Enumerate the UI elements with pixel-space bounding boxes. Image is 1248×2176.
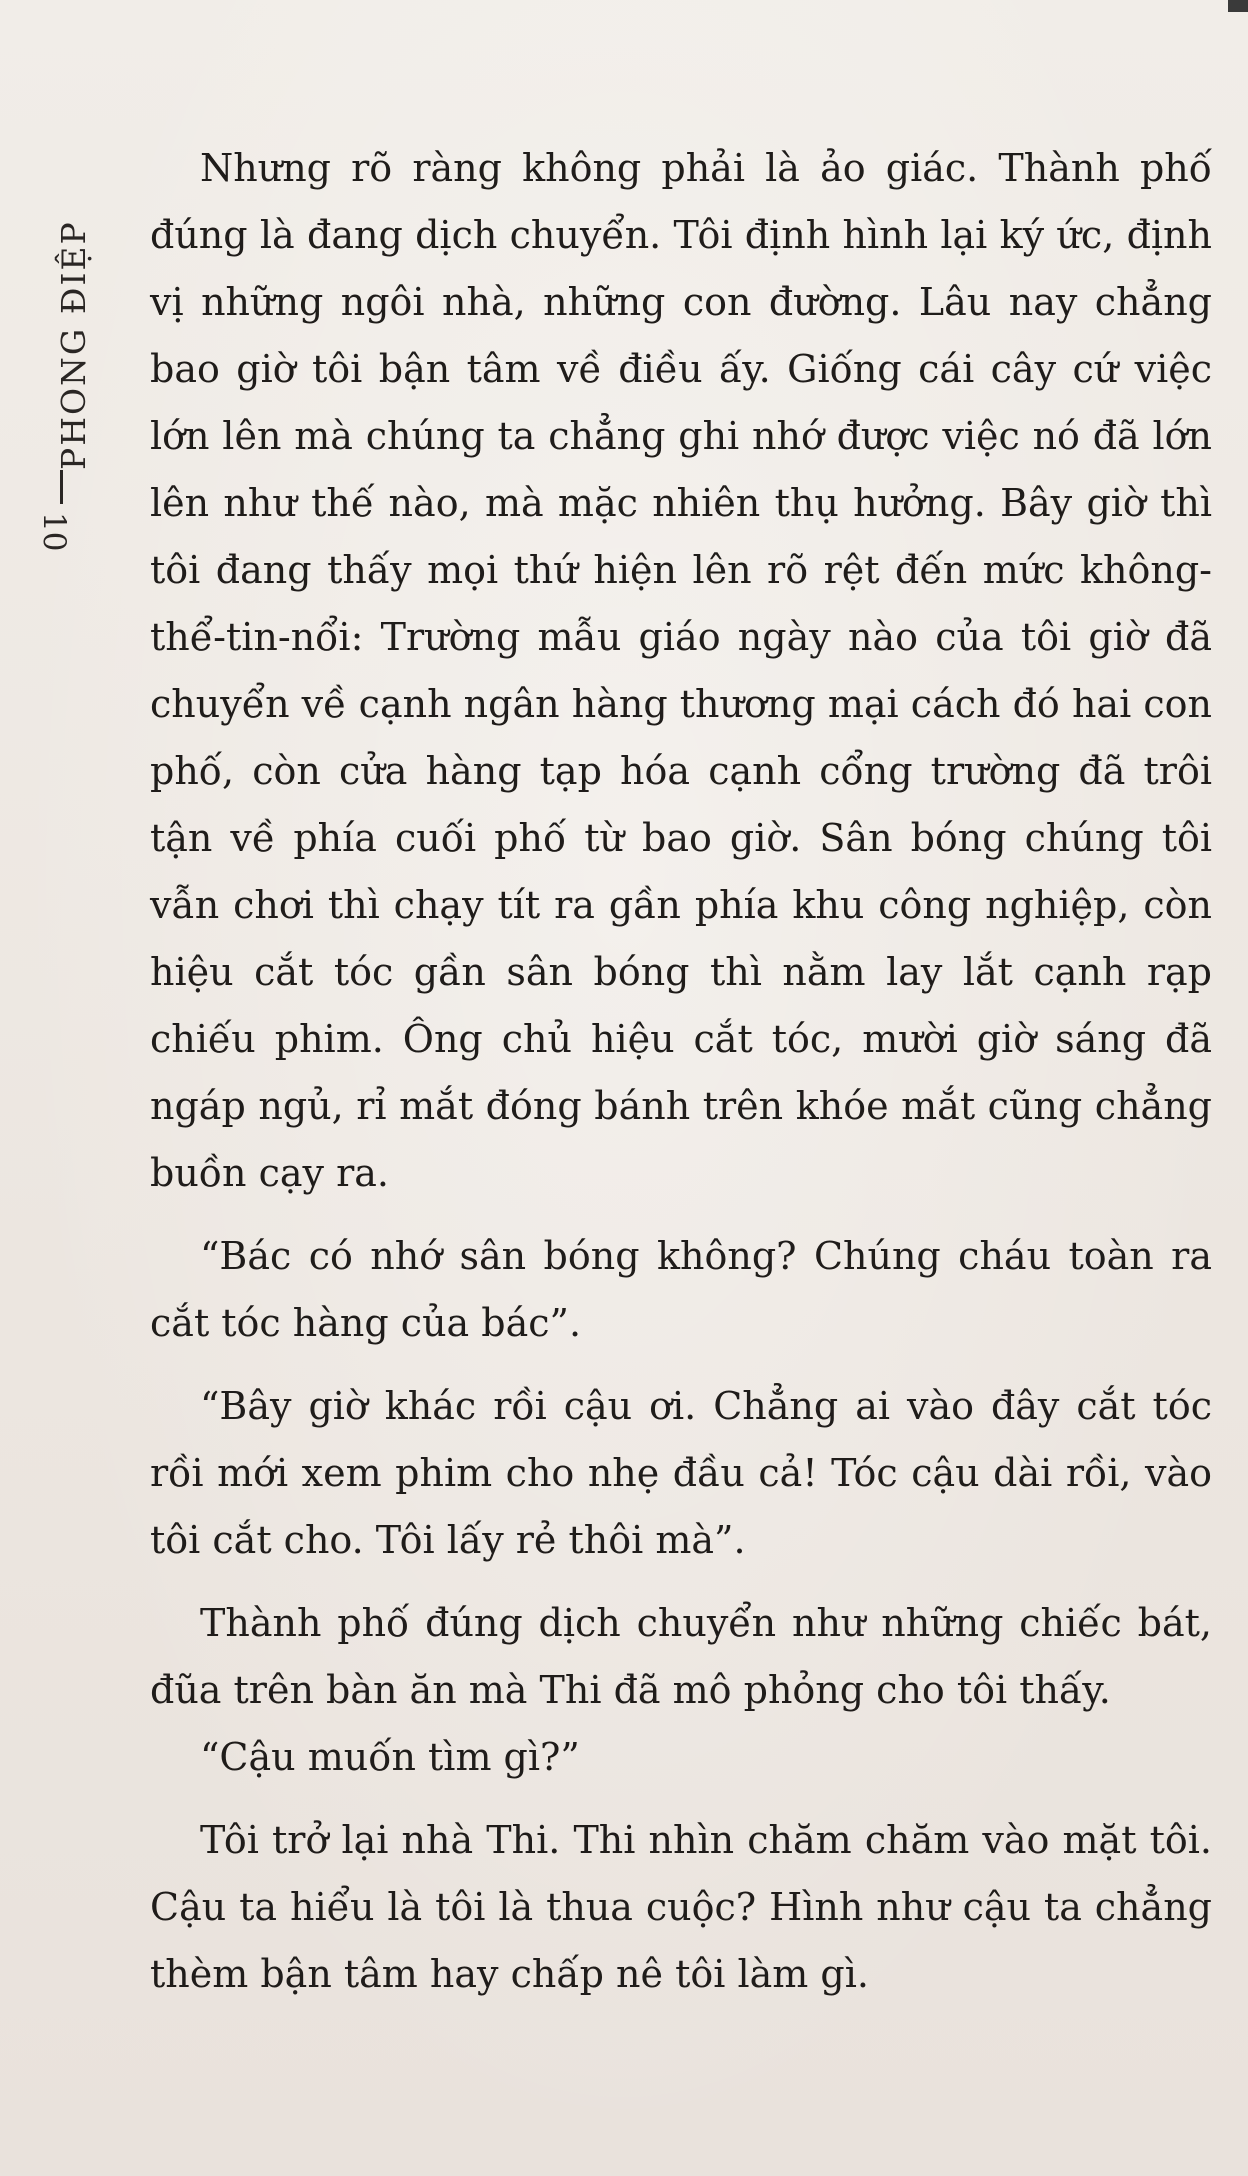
page-number: 10 — [36, 512, 72, 552]
paragraph-3: “Bây giờ khác rồi cậu ơi. Chẳng ai vào đây cắt tóc rồi mới xem phim cho nhẹ đầu cả! Tóc cậu dài rồi, vào tôi cắt cho. Tôi lấy rẻ thôi mà”. — [150, 1384, 1212, 1562]
paragraph-5: “Cậu muốn tìm gì?” — [200, 1735, 580, 1779]
paragraph-4: Thành phố đúng dịch chuyển như những chiếc bát, đũa trên bàn ăn mà Thi đã mô phỏng cho tôi thấy. — [150, 1601, 1212, 1712]
paragraph-6: Tôi trở lại nhà Thi. Thi nhìn chăm chăm vào mặt tôi. Cậu ta hiểu là tôi là thua cuộc? Hình như cậu ta chẳng thèm bận tâm hay chấp nê tôi làm gì. — [150, 1818, 1212, 1996]
paragraph-2: “Bác có nhớ sân bóng không? Chúng cháu toàn ra cắt tóc hàng của bác”. — [150, 1234, 1212, 1345]
running-header-book-title: PHONG ĐIỆP — [54, 220, 93, 470]
body-text — [150, 135, 1212, 2008]
header-divider — [60, 470, 63, 504]
scan-edge-mark — [1228, 0, 1248, 12]
paragraph-1: Nhưng rõ ràng không phải là ảo giác. Thành phố đúng là đang dịch chuyển. Tôi định hình lại ký ức, định vị những ngôi nhà, những con đường. Lâu nay chẳng bao giờ tôi bận tâm về điều ấy. Giống cái cây cứ việc lớn lên mà chúng ta chẳng ghi nhớ được việc nó đã lớn lên như thế nào, mà mặc nhiên thụ hưởng. Bây giờ thì tôi đang thấy mọi thứ hiện lên rõ rệt đến mức không-thể-tin-nổi: Trường mẫu giáo ngày nào của tôi giờ đã chuyển về cạnh ngân hàng thương mại cách đó hai con phố, còn cửa hàng tạp hóa cạnh cổng trường đã trôi tận về phía cuối phố từ bao giờ. Sân bóng chúng tôi vẫn chơi thì chạy tít ra gần phía khu công nghiệp, còn hiệu cắt tóc gần sân bóng thì nằm lay lắt cạnh rạp chiếu phim. Ông chủ hiệu cắt tóc, mười giờ sáng đã ngáp ngủ, rỉ mắt đóng bánh trên khóe mắt cũng chẳng buồn cạy ra. — [150, 146, 1212, 1195]
